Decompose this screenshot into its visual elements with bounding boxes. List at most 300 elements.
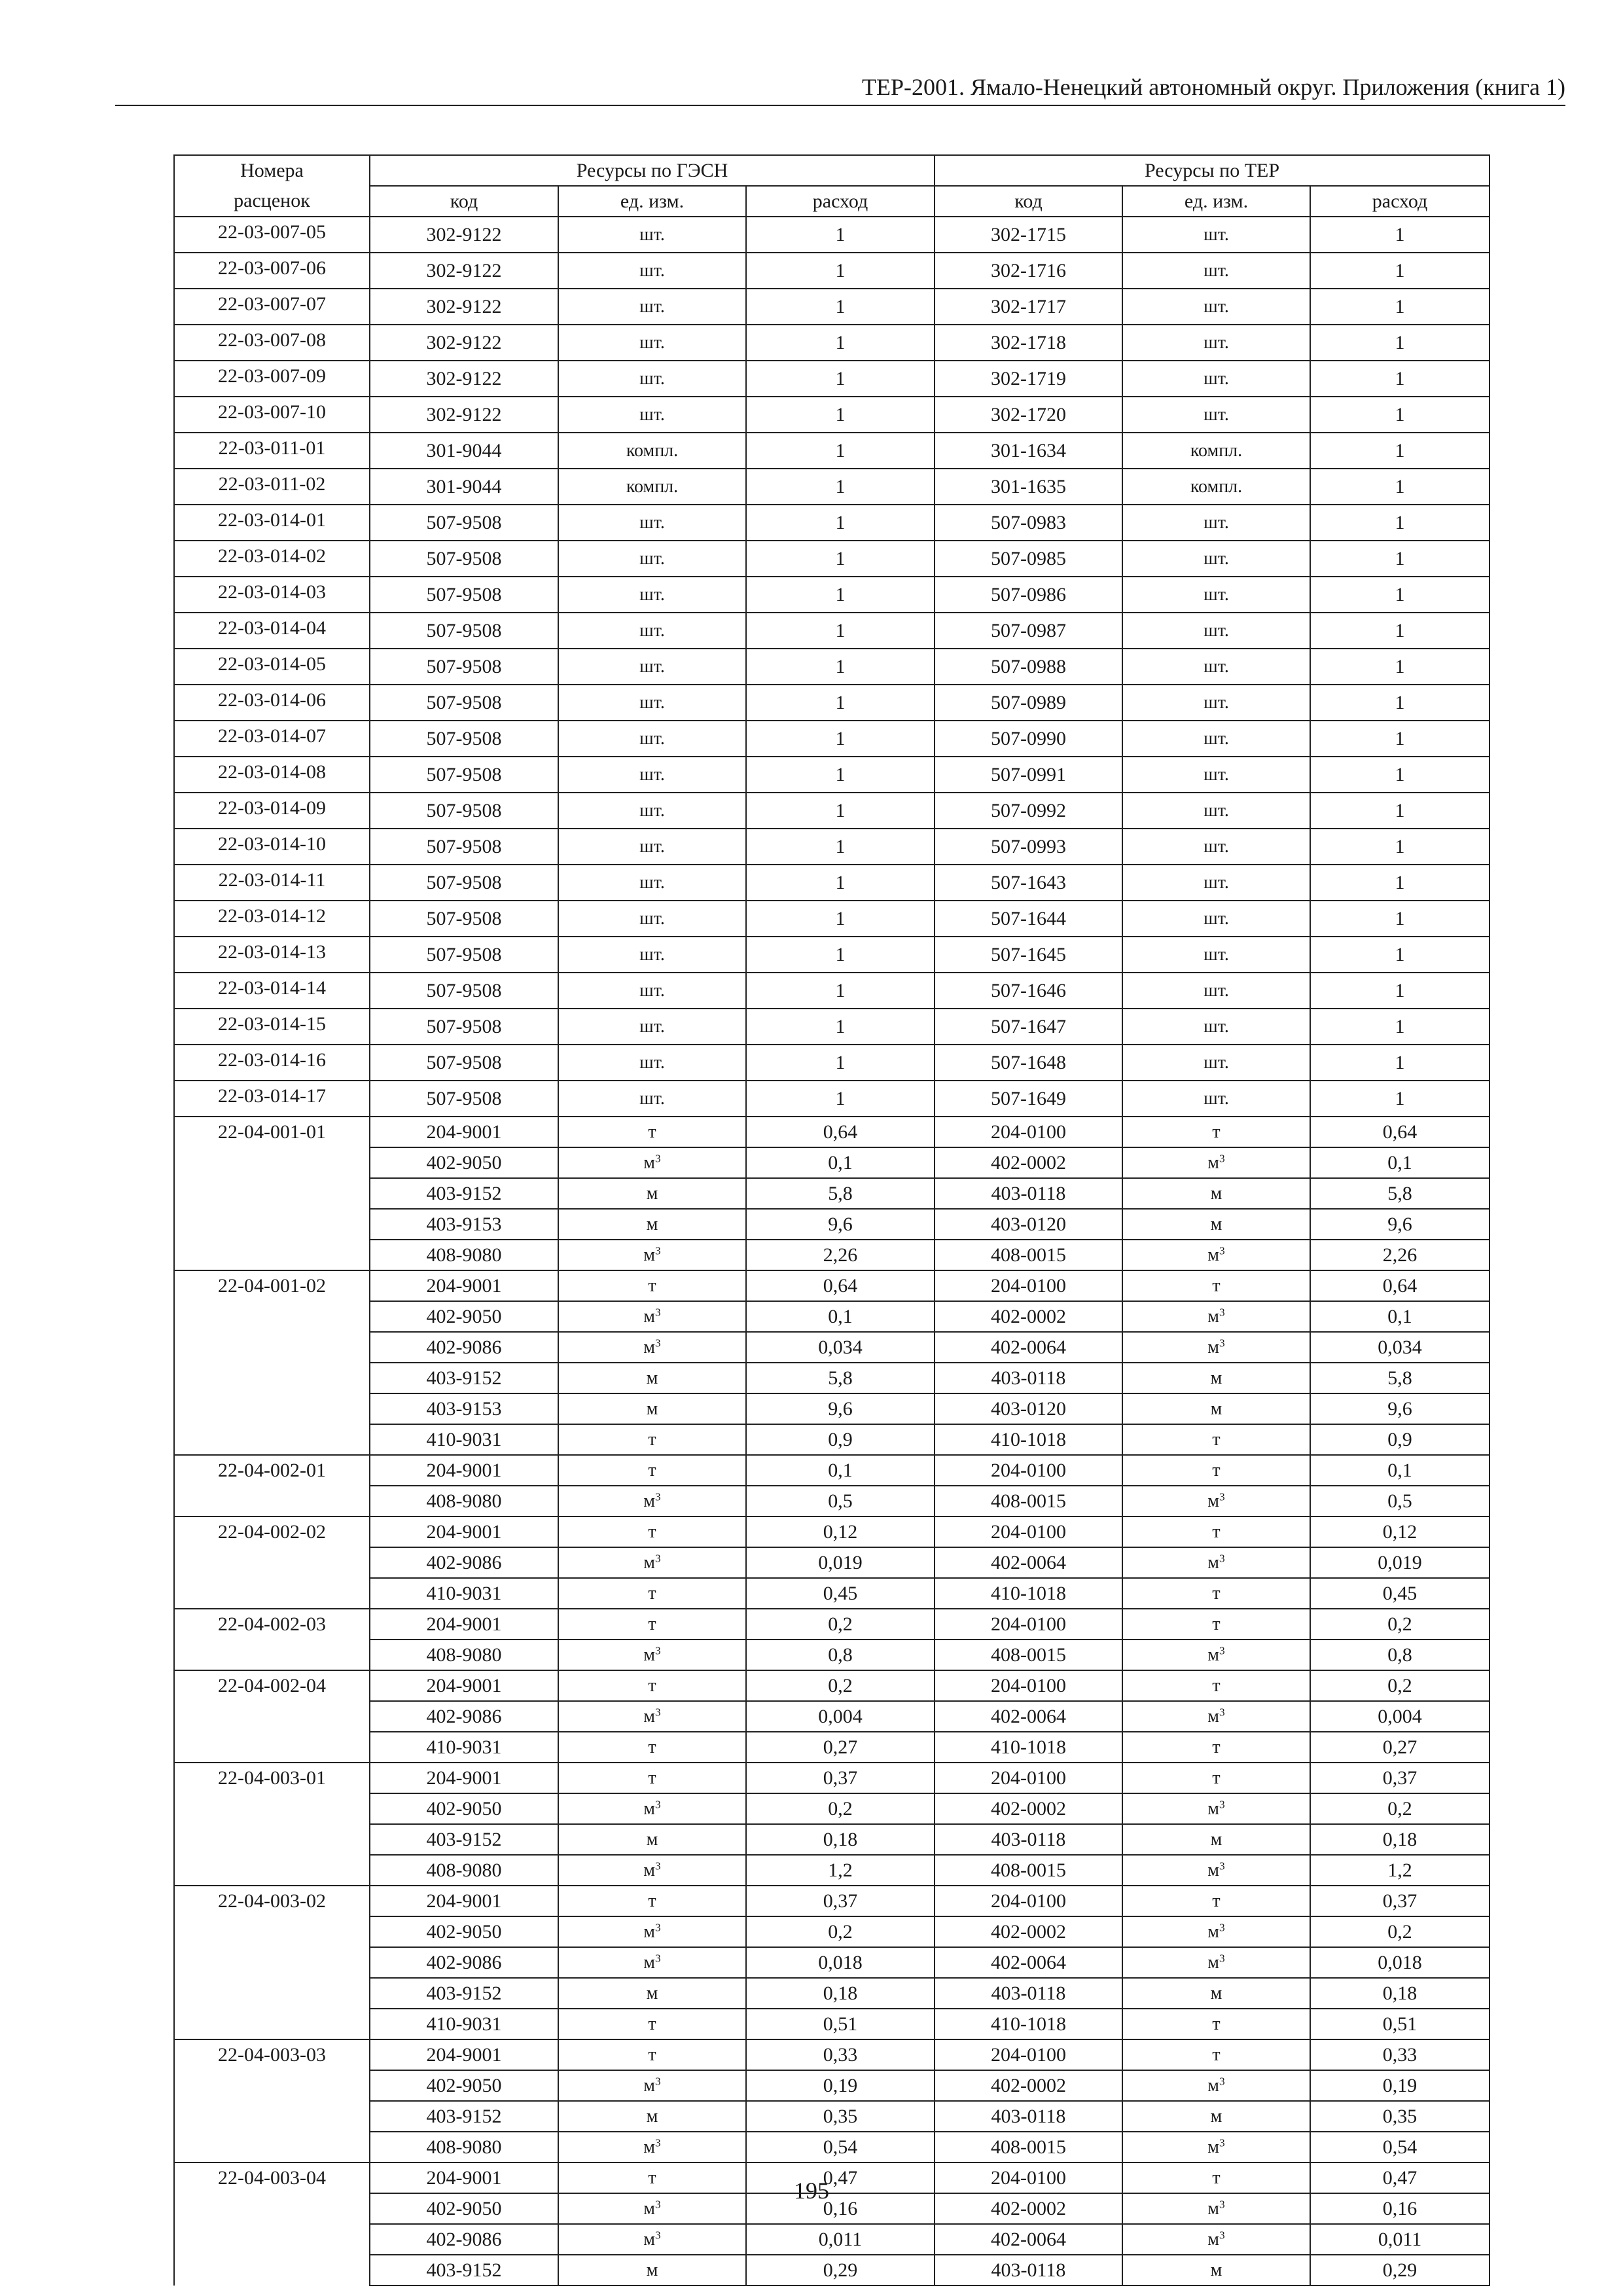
rate-number-cell: 22-03-007-07 bbox=[174, 289, 370, 325]
rate-number-cell: 22-03-007-08 bbox=[174, 325, 370, 361]
ter-consumption-cell: 0,47 bbox=[1310, 2162, 1489, 2193]
ter-unit-cell: м bbox=[1122, 1178, 1310, 1209]
ter-consumption-cell: 0,27 bbox=[1310, 1732, 1489, 1763]
gesn-consumption-cell: 1 bbox=[746, 217, 935, 253]
table-row bbox=[174, 253, 1489, 289]
gesn-code-cell: 301-9044 bbox=[370, 469, 558, 505]
gesn-code-cell: 302-9122 bbox=[370, 397, 558, 433]
table-row bbox=[174, 1009, 1489, 1045]
table-row bbox=[174, 2255, 1489, 2286]
gesn-consumption-cell: 5,8 bbox=[746, 1178, 935, 1209]
rate-number-cell: 22-03-014-17 bbox=[174, 1081, 370, 1117]
ter-code-cell: 402-0002 bbox=[935, 2070, 1122, 2101]
table-row bbox=[174, 469, 1489, 505]
ter-unit-cell: $м^3$ bbox=[1122, 2070, 1310, 2101]
table-row bbox=[174, 1516, 1489, 1547]
gesn-consumption-cell: 0,54 bbox=[746, 2132, 935, 2162]
gesn-code-cell: 204-9001 bbox=[370, 1886, 558, 1916]
table-row bbox=[174, 433, 1489, 469]
table-row bbox=[174, 1670, 1489, 1701]
gesn-consumption-cell: 1 bbox=[746, 613, 935, 649]
ter-consumption-cell: 5,8 bbox=[1310, 1178, 1489, 1209]
rate-number-cell: 22-03-014-12 bbox=[174, 901, 370, 937]
gesn-code-cell: 507-9508 bbox=[370, 901, 558, 937]
table-row bbox=[174, 1701, 1489, 1732]
ter-consumption-cell: 0,16 bbox=[1310, 2193, 1489, 2224]
column-header-ter-consumption: расход bbox=[1310, 186, 1489, 217]
gesn-code-cell: 507-9508 bbox=[370, 1045, 558, 1081]
ter-unit-cell: шт. bbox=[1122, 757, 1310, 793]
gesn-consumption-cell: 1 bbox=[746, 253, 935, 289]
ter-code-cell: 402-0064 bbox=[935, 1547, 1122, 1578]
gesn-consumption-cell: 0,18 bbox=[746, 1824, 935, 1855]
column-header-gesn-consumption: расход bbox=[746, 186, 935, 217]
header-rule bbox=[115, 105, 1565, 106]
gesn-code-cell: 507-9508 bbox=[370, 721, 558, 757]
gesn-code-cell: 408-9080 bbox=[370, 1240, 558, 1270]
ter-unit-cell: м bbox=[1122, 1209, 1310, 1240]
ter-code-cell: 402-0002 bbox=[935, 2193, 1122, 2224]
ter-unit-cell: $м^3$ bbox=[1122, 2132, 1310, 2162]
gesn-unit-cell: т bbox=[558, 1516, 746, 1547]
gesn-code-cell: 408-9080 bbox=[370, 1855, 558, 1886]
rate-number-cell: 22-04-003-04 bbox=[174, 2162, 370, 2286]
ter-consumption-cell: 0,8 bbox=[1310, 1640, 1489, 1670]
rate-number-cell: 22-03-014-05 bbox=[174, 649, 370, 685]
gesn-unit-cell: $м^3$ bbox=[558, 1147, 746, 1178]
gesn-unit-cell: шт. bbox=[558, 649, 746, 685]
gesn-unit-cell: шт. bbox=[558, 757, 746, 793]
ter-code-cell: 204-0100 bbox=[935, 1609, 1122, 1640]
ter-code-cell: 301-1635 bbox=[935, 469, 1122, 505]
ter-code-cell: 507-0990 bbox=[935, 721, 1122, 757]
ter-code-cell: 204-0100 bbox=[935, 1670, 1122, 1701]
ter-code-cell: 402-0002 bbox=[935, 1793, 1122, 1824]
ter-unit-cell: шт. bbox=[1122, 397, 1310, 433]
gesn-unit-cell: т bbox=[558, 1270, 746, 1301]
ter-consumption-cell: 1 bbox=[1310, 613, 1489, 649]
gesn-unit-cell: $м^3$ bbox=[558, 2193, 746, 2224]
gesn-consumption-cell: 1,2 bbox=[746, 1855, 935, 1886]
gesn-consumption-cell: 1 bbox=[746, 469, 935, 505]
gesn-consumption-cell: 0,8 bbox=[746, 1640, 935, 1670]
gesn-unit-cell: компл. bbox=[558, 433, 746, 469]
table-row bbox=[174, 1763, 1489, 1793]
ter-consumption-cell: 0,9 bbox=[1310, 1424, 1489, 1455]
gesn-unit-cell: шт. bbox=[558, 865, 746, 901]
table-row bbox=[174, 1178, 1489, 1209]
gesn-code-cell: 403-9152 bbox=[370, 2255, 558, 2286]
table-row bbox=[174, 1455, 1489, 1486]
gesn-consumption-cell: 1 bbox=[746, 289, 935, 325]
gesn-consumption-cell: 0,51 bbox=[746, 2009, 935, 2039]
table-header bbox=[174, 155, 1489, 217]
ter-unit-cell: компл. bbox=[1122, 469, 1310, 505]
gesn-unit-cell: $м^3$ bbox=[558, 1547, 746, 1578]
ter-code-cell: 302-1715 bbox=[935, 217, 1122, 253]
ter-unit-cell: шт. bbox=[1122, 901, 1310, 937]
gesn-unit-cell: т bbox=[558, 1763, 746, 1793]
table-row bbox=[174, 613, 1489, 649]
ter-consumption-cell: 1 bbox=[1310, 721, 1489, 757]
ter-code-cell: 507-1643 bbox=[935, 865, 1122, 901]
ter-code-cell: 403-0118 bbox=[935, 2255, 1122, 2286]
gesn-code-cell: 302-9122 bbox=[370, 361, 558, 397]
gesn-unit-cell: шт. bbox=[558, 577, 746, 613]
gesn-code-cell: 402-9086 bbox=[370, 1332, 558, 1363]
ter-consumption-cell: 1 bbox=[1310, 649, 1489, 685]
ter-consumption-cell: 1 bbox=[1310, 901, 1489, 937]
ter-code-cell: 507-0993 bbox=[935, 829, 1122, 865]
ter-unit-cell: $м^3$ bbox=[1122, 1701, 1310, 1732]
gesn-consumption-cell: 1 bbox=[746, 505, 935, 541]
table-row bbox=[174, 505, 1489, 541]
ter-unit-cell: м bbox=[1122, 1363, 1310, 1393]
gesn-code-cell: 403-9152 bbox=[370, 1178, 558, 1209]
ter-consumption-cell: 1,2 bbox=[1310, 1855, 1489, 1886]
gesn-consumption-cell: 0,2 bbox=[746, 1609, 935, 1640]
gesn-consumption-cell: 1 bbox=[746, 829, 935, 865]
rate-number-cell: 22-03-014-02 bbox=[174, 541, 370, 577]
table-row bbox=[174, 1117, 1489, 1147]
rate-number-cell: 22-04-003-01 bbox=[174, 1763, 370, 1886]
ter-code-cell: 402-0064 bbox=[935, 2224, 1122, 2255]
table-row bbox=[174, 2009, 1489, 2039]
ter-unit-cell: шт. bbox=[1122, 685, 1310, 721]
rate-number-cell: 22-04-001-02 bbox=[174, 1270, 370, 1455]
ter-consumption-cell: 0,2 bbox=[1310, 1916, 1489, 1947]
gesn-consumption-cell: 0,16 bbox=[746, 2193, 935, 2224]
gesn-code-cell: 403-9153 bbox=[370, 1209, 558, 1240]
ter-unit-cell: т bbox=[1122, 2009, 1310, 2039]
ter-code-cell: 507-0992 bbox=[935, 793, 1122, 829]
ter-code-cell: 403-0118 bbox=[935, 1824, 1122, 1855]
gesn-consumption-cell: 1 bbox=[746, 361, 935, 397]
ter-unit-cell: т bbox=[1122, 1609, 1310, 1640]
table-row bbox=[174, 937, 1489, 973]
ter-consumption-cell: 0,45 bbox=[1310, 1578, 1489, 1609]
gesn-code-cell: 403-9152 bbox=[370, 1824, 558, 1855]
gesn-code-cell: 410-9031 bbox=[370, 1578, 558, 1609]
ter-code-cell: 204-0100 bbox=[935, 1763, 1122, 1793]
table-row bbox=[174, 577, 1489, 613]
ter-unit-cell: шт. bbox=[1122, 613, 1310, 649]
gesn-consumption-cell: 0,64 bbox=[746, 1270, 935, 1301]
gesn-unit-cell: м bbox=[558, 1363, 746, 1393]
ter-unit-cell: м bbox=[1122, 1978, 1310, 2009]
ter-code-cell: 402-0002 bbox=[935, 1147, 1122, 1178]
table-row bbox=[174, 829, 1489, 865]
ter-unit-cell: шт. bbox=[1122, 649, 1310, 685]
table-row bbox=[174, 397, 1489, 433]
table-row bbox=[174, 217, 1489, 253]
table-row bbox=[174, 1824, 1489, 1855]
ter-code-cell: 402-0002 bbox=[935, 1916, 1122, 1947]
ter-code-cell: 301-1634 bbox=[935, 433, 1122, 469]
ter-code-cell: 402-0064 bbox=[935, 1701, 1122, 1732]
ter-unit-cell: т bbox=[1122, 1516, 1310, 1547]
ter-code-cell: 507-1645 bbox=[935, 937, 1122, 973]
gesn-unit-cell: т bbox=[558, 1455, 746, 1486]
ter-code-cell: 204-0100 bbox=[935, 1886, 1122, 1916]
rate-number-cell: 22-03-014-15 bbox=[174, 1009, 370, 1045]
ter-unit-cell: т bbox=[1122, 1670, 1310, 1701]
table-row bbox=[174, 325, 1489, 361]
ter-consumption-cell: 0,2 bbox=[1310, 1793, 1489, 1824]
gesn-consumption-cell: 0,1 bbox=[746, 1147, 935, 1178]
gesn-unit-cell: м bbox=[558, 2101, 746, 2132]
table-row bbox=[174, 1081, 1489, 1117]
gesn-consumption-cell: 0,9 bbox=[746, 1424, 935, 1455]
ter-consumption-cell: 0,29 bbox=[1310, 2255, 1489, 2286]
ter-consumption-cell: 9,6 bbox=[1310, 1209, 1489, 1240]
gesn-consumption-cell: 1 bbox=[746, 865, 935, 901]
gesn-unit-cell: $м^3$ bbox=[558, 1240, 746, 1270]
gesn-code-cell: 410-9031 bbox=[370, 1424, 558, 1455]
table-row bbox=[174, 1240, 1489, 1270]
table-row bbox=[174, 1332, 1489, 1363]
gesn-code-cell: 302-9122 bbox=[370, 325, 558, 361]
gesn-consumption-cell: 0,2 bbox=[746, 1916, 935, 1947]
ter-consumption-cell: 1 bbox=[1310, 1081, 1489, 1117]
gesn-consumption-cell: 1 bbox=[746, 649, 935, 685]
gesn-consumption-cell: 1 bbox=[746, 901, 935, 937]
gesn-unit-cell: м bbox=[558, 1209, 746, 1240]
gesn-consumption-cell: 9,6 bbox=[746, 1209, 935, 1240]
table-row bbox=[174, 541, 1489, 577]
table-row bbox=[174, 289, 1489, 325]
ter-unit-cell: т bbox=[1122, 2039, 1310, 2070]
ter-consumption-cell: 1 bbox=[1310, 757, 1489, 793]
gesn-code-cell: 507-9508 bbox=[370, 829, 558, 865]
ter-unit-cell: шт. bbox=[1122, 577, 1310, 613]
table-row bbox=[174, 973, 1489, 1009]
rate-number-cell: 22-03-011-02 bbox=[174, 469, 370, 505]
gesn-unit-cell: $м^3$ bbox=[558, 1486, 746, 1516]
gesn-code-cell: 507-9508 bbox=[370, 757, 558, 793]
ter-unit-cell: шт. bbox=[1122, 793, 1310, 829]
ter-consumption-cell: 1 bbox=[1310, 217, 1489, 253]
gesn-unit-cell: шт. bbox=[558, 397, 746, 433]
ter-unit-cell: шт. bbox=[1122, 937, 1310, 973]
gesn-code-cell: 507-9508 bbox=[370, 613, 558, 649]
table-row bbox=[174, 1886, 1489, 1916]
ter-consumption-cell: 0,33 bbox=[1310, 2039, 1489, 2070]
gesn-unit-cell: т bbox=[558, 2162, 746, 2193]
gesn-unit-cell: т bbox=[558, 1424, 746, 1455]
gesn-unit-cell: компл. bbox=[558, 469, 746, 505]
gesn-unit-cell: $м^3$ bbox=[558, 2132, 746, 2162]
gesn-code-cell: 507-9508 bbox=[370, 505, 558, 541]
ter-consumption-cell: 0,51 bbox=[1310, 2009, 1489, 2039]
gesn-consumption-cell: 0,12 bbox=[746, 1516, 935, 1547]
gesn-unit-cell: шт. bbox=[558, 901, 746, 937]
ter-unit-cell: м bbox=[1122, 2255, 1310, 2286]
ter-consumption-cell: 0,2 bbox=[1310, 1670, 1489, 1701]
ter-consumption-cell: 0,18 bbox=[1310, 1824, 1489, 1855]
gesn-code-cell: 204-9001 bbox=[370, 1117, 558, 1147]
table-row bbox=[174, 1947, 1489, 1978]
gesn-code-cell: 204-9001 bbox=[370, 1270, 558, 1301]
gesn-unit-cell: $м^3$ bbox=[558, 2070, 746, 2101]
ter-consumption-cell: 1 bbox=[1310, 253, 1489, 289]
rate-number-cell: 22-03-007-06 bbox=[174, 253, 370, 289]
gesn-code-cell: 408-9080 bbox=[370, 1486, 558, 1516]
ter-code-cell: 302-1717 bbox=[935, 289, 1122, 325]
gesn-code-cell: 302-9122 bbox=[370, 253, 558, 289]
gesn-unit-cell: $м^3$ bbox=[558, 1855, 746, 1886]
ter-code-cell: 507-1649 bbox=[935, 1081, 1122, 1117]
gesn-unit-cell: шт. bbox=[558, 1009, 746, 1045]
ter-unit-cell: шт. bbox=[1122, 325, 1310, 361]
gesn-unit-cell: м bbox=[558, 1178, 746, 1209]
ter-code-cell: 204-0100 bbox=[935, 1117, 1122, 1147]
ter-unit-cell: $м^3$ bbox=[1122, 1486, 1310, 1516]
ter-consumption-cell: 0,19 bbox=[1310, 2070, 1489, 2101]
rate-number-cell: 22-03-007-09 bbox=[174, 361, 370, 397]
table-row bbox=[174, 865, 1489, 901]
ter-code-cell: 507-1648 bbox=[935, 1045, 1122, 1081]
gesn-unit-cell: м bbox=[558, 1393, 746, 1424]
gesn-code-cell: 507-9508 bbox=[370, 685, 558, 721]
ter-code-cell: 402-0064 bbox=[935, 1947, 1122, 1978]
gesn-consumption-cell: 0,19 bbox=[746, 2070, 935, 2101]
gesn-consumption-cell: 0,004 bbox=[746, 1701, 935, 1732]
gesn-code-cell: 402-9086 bbox=[370, 1547, 558, 1578]
ter-consumption-cell: 0,54 bbox=[1310, 2132, 1489, 2162]
rate-number-cell: 22-03-014-03 bbox=[174, 577, 370, 613]
ter-unit-cell: т bbox=[1122, 1732, 1310, 1763]
ter-unit-cell: $м^3$ bbox=[1122, 1793, 1310, 1824]
gesn-code-cell: 408-9080 bbox=[370, 1640, 558, 1670]
ter-unit-cell: шт. bbox=[1122, 1045, 1310, 1081]
ter-consumption-cell: 0,004 bbox=[1310, 1701, 1489, 1732]
gesn-unit-cell: шт. bbox=[558, 685, 746, 721]
table-row bbox=[174, 2070, 1489, 2101]
ter-code-cell: 403-0120 bbox=[935, 1393, 1122, 1424]
gesn-consumption-cell: 0,33 bbox=[746, 2039, 935, 2070]
ter-consumption-cell: 1 bbox=[1310, 325, 1489, 361]
ter-consumption-cell: 0,011 bbox=[1310, 2224, 1489, 2255]
gesn-code-cell: 507-9508 bbox=[370, 577, 558, 613]
rate-number-cell: 22-04-003-02 bbox=[174, 1886, 370, 2039]
ter-code-cell: 410-1018 bbox=[935, 1732, 1122, 1763]
table-row bbox=[174, 1732, 1489, 1763]
ter-unit-cell: шт. bbox=[1122, 289, 1310, 325]
gesn-unit-cell: шт. bbox=[558, 721, 746, 757]
ter-consumption-cell: 0,37 bbox=[1310, 1763, 1489, 1793]
gesn-unit-cell: т bbox=[558, 1886, 746, 1916]
ter-consumption-cell: 0,37 bbox=[1310, 1886, 1489, 1916]
gesn-unit-cell: шт. bbox=[558, 973, 746, 1009]
gesn-unit-cell: шт. bbox=[558, 253, 746, 289]
gesn-unit-cell: $м^3$ bbox=[558, 1332, 746, 1363]
gesn-unit-cell: $м^3$ bbox=[558, 1301, 746, 1332]
gesn-consumption-cell: 2,26 bbox=[746, 1240, 935, 1270]
table-row bbox=[174, 1424, 1489, 1455]
gesn-code-cell: 403-9153 bbox=[370, 1393, 558, 1424]
rate-number-cell: 22-03-014-08 bbox=[174, 757, 370, 793]
gesn-unit-cell: шт. bbox=[558, 289, 746, 325]
ter-code-cell: 402-0064 bbox=[935, 1332, 1122, 1363]
gesn-code-cell: 408-9080 bbox=[370, 2132, 558, 2162]
gesn-unit-cell: шт. bbox=[558, 505, 746, 541]
gesn-code-cell: 302-9122 bbox=[370, 289, 558, 325]
column-header-ter-unit: ед. изм. bbox=[1122, 186, 1310, 217]
gesn-unit-cell: шт. bbox=[558, 937, 746, 973]
gesn-unit-cell: шт. bbox=[558, 793, 746, 829]
gesn-code-cell: 507-9508 bbox=[370, 649, 558, 685]
page-number: 195 bbox=[794, 2178, 829, 2204]
table-row bbox=[174, 757, 1489, 793]
ter-code-cell: 507-1647 bbox=[935, 1009, 1122, 1045]
gesn-consumption-cell: 1 bbox=[746, 577, 935, 613]
gesn-consumption-cell: 0,1 bbox=[746, 1301, 935, 1332]
gesn-consumption-cell: 0,011 bbox=[746, 2224, 935, 2255]
table-row bbox=[174, 1578, 1489, 1609]
ter-code-cell: 507-0986 bbox=[935, 577, 1122, 613]
rate-number-cell: 22-04-001-01 bbox=[174, 1117, 370, 1270]
ter-consumption-cell: 1 bbox=[1310, 361, 1489, 397]
table-row bbox=[174, 1486, 1489, 1516]
gesn-consumption-cell: 1 bbox=[746, 325, 935, 361]
rate-number-cell: 22-04-002-02 bbox=[174, 1516, 370, 1609]
ter-unit-cell: м bbox=[1122, 1393, 1310, 1424]
gesn-unit-cell: шт. bbox=[558, 829, 746, 865]
gesn-unit-cell: м bbox=[558, 2255, 746, 2286]
gesn-consumption-cell: 1 bbox=[746, 757, 935, 793]
ter-unit-cell: $м^3$ bbox=[1122, 2224, 1310, 2255]
ter-code-cell: 403-0118 bbox=[935, 2101, 1122, 2132]
ter-unit-cell: $м^3$ bbox=[1122, 1240, 1310, 1270]
table-body bbox=[174, 217, 1489, 2286]
ter-unit-cell: шт. bbox=[1122, 829, 1310, 865]
gesn-code-cell: 507-9508 bbox=[370, 973, 558, 1009]
gesn-code-cell: 402-9050 bbox=[370, 1147, 558, 1178]
gesn-consumption-cell: 0,35 bbox=[746, 2101, 935, 2132]
gesn-code-cell: 204-9001 bbox=[370, 1455, 558, 1486]
gesn-unit-cell: т bbox=[558, 1117, 746, 1147]
gesn-unit-cell: $м^3$ bbox=[558, 1640, 746, 1670]
gesn-code-cell: 402-9050 bbox=[370, 2193, 558, 2224]
gesn-code-cell: 402-9050 bbox=[370, 2070, 558, 2101]
table-row bbox=[174, 793, 1489, 829]
gesn-unit-cell: шт. bbox=[558, 541, 746, 577]
table-row bbox=[174, 2224, 1489, 2255]
ter-code-cell: 403-0118 bbox=[935, 1363, 1122, 1393]
ter-code-cell: 402-0002 bbox=[935, 1301, 1122, 1332]
gesn-consumption-cell: 1 bbox=[746, 721, 935, 757]
gesn-code-cell: 507-9508 bbox=[370, 541, 558, 577]
ter-unit-cell: м bbox=[1122, 2101, 1310, 2132]
ter-consumption-cell: 0,2 bbox=[1310, 1609, 1489, 1640]
gesn-unit-cell: $м^3$ bbox=[558, 1947, 746, 1978]
gesn-consumption-cell: 1 bbox=[746, 541, 935, 577]
table-row bbox=[174, 361, 1489, 397]
ter-code-cell: 302-1716 bbox=[935, 253, 1122, 289]
gesn-consumption-cell: 0,29 bbox=[746, 2255, 935, 2286]
ter-unit-cell: т bbox=[1122, 1455, 1310, 1486]
gesn-code-cell: 507-9508 bbox=[370, 1009, 558, 1045]
gesn-consumption-cell: 0,2 bbox=[746, 1793, 935, 1824]
ter-code-cell: 408-0015 bbox=[935, 1855, 1122, 1886]
rate-number-cell: 22-03-014-06 bbox=[174, 685, 370, 721]
ter-consumption-cell: 0,35 bbox=[1310, 2101, 1489, 2132]
gesn-unit-cell: шт. bbox=[558, 1045, 746, 1081]
ter-unit-cell: т bbox=[1122, 1886, 1310, 1916]
gesn-consumption-cell: 0,18 bbox=[746, 1978, 935, 2009]
resource-table bbox=[173, 154, 1490, 2286]
